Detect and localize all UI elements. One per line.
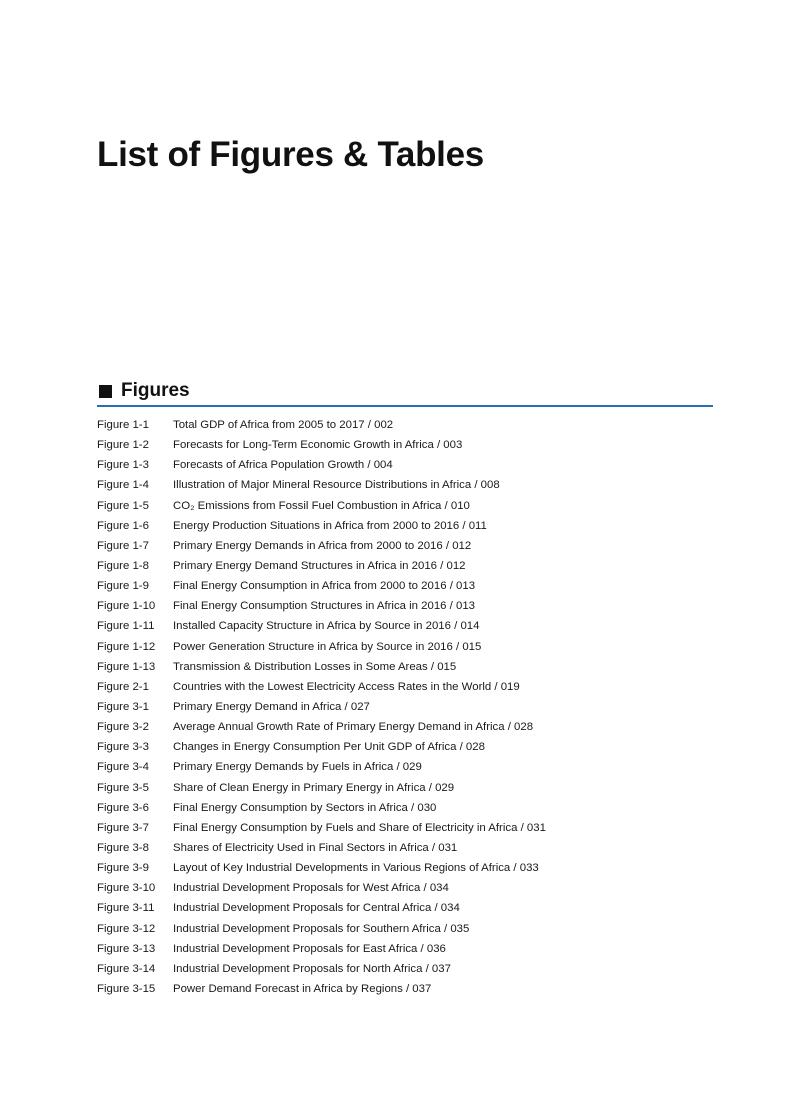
figure-number: Figure 1-11 <box>97 620 155 633</box>
figure-number: Figure 1-5 <box>97 499 149 512</box>
figure-list <box>97 415 713 999</box>
figure-caption: CO₂ Emissions from Fossil Fuel Combustion in Africa / 010 <box>173 499 470 512</box>
figure-caption: Power Demand Forecast in Africa by Regions / 037 <box>173 983 432 995</box>
figure-caption: Final Energy Consumption Structures in Africa in 2016 / 013 <box>173 600 476 613</box>
figure-number: Figure 1-1 <box>97 419 149 432</box>
figure-caption: Transmission & Distribution Losses in Some Areas / 015 <box>173 660 457 673</box>
figure-number: Figure 3-10 <box>97 882 156 895</box>
figure-number: Figure 3-13 <box>97 942 156 955</box>
figure-list-item <box>97 697 713 717</box>
figure-number: Figure 1-10 <box>97 600 156 613</box>
figure-list-item <box>97 979 713 999</box>
figure-caption: Primary Energy Demand in Africa / 027 <box>173 701 370 714</box>
figure-list-item <box>97 556 713 576</box>
figure-caption: Average Annual Growth Rate of Primary Energy Demand in Africa / 028 <box>173 721 534 734</box>
figure-list-item <box>97 858 713 878</box>
figure-caption: Industrial Development Proposals for East Africa / 036 <box>173 942 446 955</box>
figure-number: Figure 1-4 <box>97 479 149 492</box>
figure-caption: Illustration of Major Mineral Resource Distributions in Africa / 008 <box>173 479 500 492</box>
figure-caption: Primary Energy Demands by Fuels in Africa / 029 <box>173 761 422 774</box>
figure-caption: Total GDP of Africa from 2005 to 2017 / 002 <box>173 419 394 432</box>
figure-caption: Primary Energy Demand Structures in Africa in 2016 / 012 <box>173 560 466 573</box>
figure-list-item <box>97 516 713 536</box>
figure-number: Figure 1-9 <box>97 580 149 593</box>
figure-list-item <box>97 616 713 636</box>
figure-list-item <box>97 576 713 596</box>
figure-list-item <box>97 637 713 657</box>
figure-number: Figure 1-7 <box>97 539 149 552</box>
figure-caption: Primary Energy Demands in Africa from 2000 to 2016 / 012 <box>173 539 472 552</box>
figure-list-item <box>97 878 713 898</box>
figure-list-item <box>97 496 713 516</box>
figure-caption: Industrial Development Proposals for North Africa / 037 <box>173 962 451 975</box>
figure-number: Figure 3-11 <box>97 902 155 915</box>
figure-list-item <box>97 818 713 838</box>
figure-list-item <box>97 415 713 435</box>
figure-caption: Energy Production Situations in Africa from 2000 to 2016 / 011 <box>173 519 487 532</box>
figure-list-item <box>97 717 713 737</box>
figure-caption: Forecasts of Africa Population Growth / 004 <box>173 459 393 472</box>
figures-section-title: Figures <box>121 380 190 401</box>
figure-number: Figure 3-3 <box>97 741 149 754</box>
figure-caption: Industrial Development Proposals for West Africa / 034 <box>173 882 449 895</box>
figure-number: Figure 3-12 <box>97 922 156 935</box>
figure-number: Figure 3-1 <box>97 701 149 714</box>
figure-caption: Final Energy Consumption in Africa from 2000 to 2016 / 013 <box>173 580 476 593</box>
square-bullet-icon <box>99 385 112 398</box>
figure-caption: Final Energy Consumption by Sectors in Africa / 030 <box>173 801 437 814</box>
figure-caption: Final Energy Consumption by Fuels and Share of Electricity in Africa / 031 <box>173 821 546 834</box>
figure-number: Figure 2-1 <box>97 680 149 693</box>
figure-caption: Layout of Key Industrial Developments in Various Regions of Africa / 033 <box>173 862 539 875</box>
figure-list-item <box>97 455 713 475</box>
figure-number: Figure 3-4 <box>97 761 149 774</box>
page-title: List of Figures & Tables <box>97 135 484 174</box>
figure-number: Figure 1-2 <box>97 439 149 452</box>
figure-list-item <box>97 898 713 918</box>
figure-caption: Share of Clean Energy in Primary Energy in Africa / 029 <box>173 781 455 794</box>
figure-list-item <box>97 677 713 697</box>
figure-list-item <box>97 536 713 556</box>
figure-list-item <box>97 475 713 495</box>
figure-list-item <box>97 838 713 858</box>
figure-caption: Countries with the Lowest Electricity Access Rates in the World / 019 <box>173 680 520 693</box>
figure-list-item <box>97 657 713 677</box>
figure-caption: Changes in Energy Consumption Per Unit GDP of Africa / 028 <box>173 741 485 754</box>
figure-list-item <box>97 435 713 455</box>
figure-number: Figure 1-12 <box>97 640 156 653</box>
figure-caption: Industrial Development Proposals for Central Africa / 034 <box>173 902 460 915</box>
figure-number: Figure 3-9 <box>97 862 149 875</box>
figure-number: Figure 3-7 <box>97 821 149 834</box>
figures-section-header <box>97 377 713 407</box>
figure-list-item <box>97 737 713 757</box>
figure-caption: Shares of Electricity Used in Final Sectors in Africa / 031 <box>173 842 458 855</box>
figure-caption: Power Generation Structure in Africa by Source in 2016 / 015 <box>173 640 482 653</box>
figure-number: Figure 3-8 <box>97 842 149 855</box>
figure-list-item <box>97 798 713 818</box>
figure-list-item <box>97 919 713 939</box>
figure-list-item <box>97 596 713 616</box>
figure-caption: Industrial Development Proposals for Southern Africa / 035 <box>173 922 470 935</box>
figure-number: Figure 1-3 <box>97 459 149 472</box>
figure-number: Figure 3-14 <box>97 962 156 975</box>
figure-caption: Installed Capacity Structure in Africa by Source in 2016 / 014 <box>173 620 480 633</box>
figure-number: Figure 3-6 <box>97 801 149 814</box>
figure-number: Figure 3-15 <box>97 983 156 995</box>
figure-caption: Forecasts for Long-Term Economic Growth in Africa / 003 <box>173 439 463 452</box>
figure-list-item <box>97 939 713 959</box>
figure-number: Figure 1-8 <box>97 560 149 573</box>
figure-list-item <box>97 959 713 979</box>
figure-list-item <box>97 757 713 777</box>
figure-number: Figure 3-5 <box>97 781 149 794</box>
figure-list-item <box>97 778 713 798</box>
figure-number: Figure 1-13 <box>97 660 156 673</box>
figure-number: Figure 3-2 <box>97 721 149 734</box>
figure-number: Figure 1-6 <box>97 519 149 532</box>
